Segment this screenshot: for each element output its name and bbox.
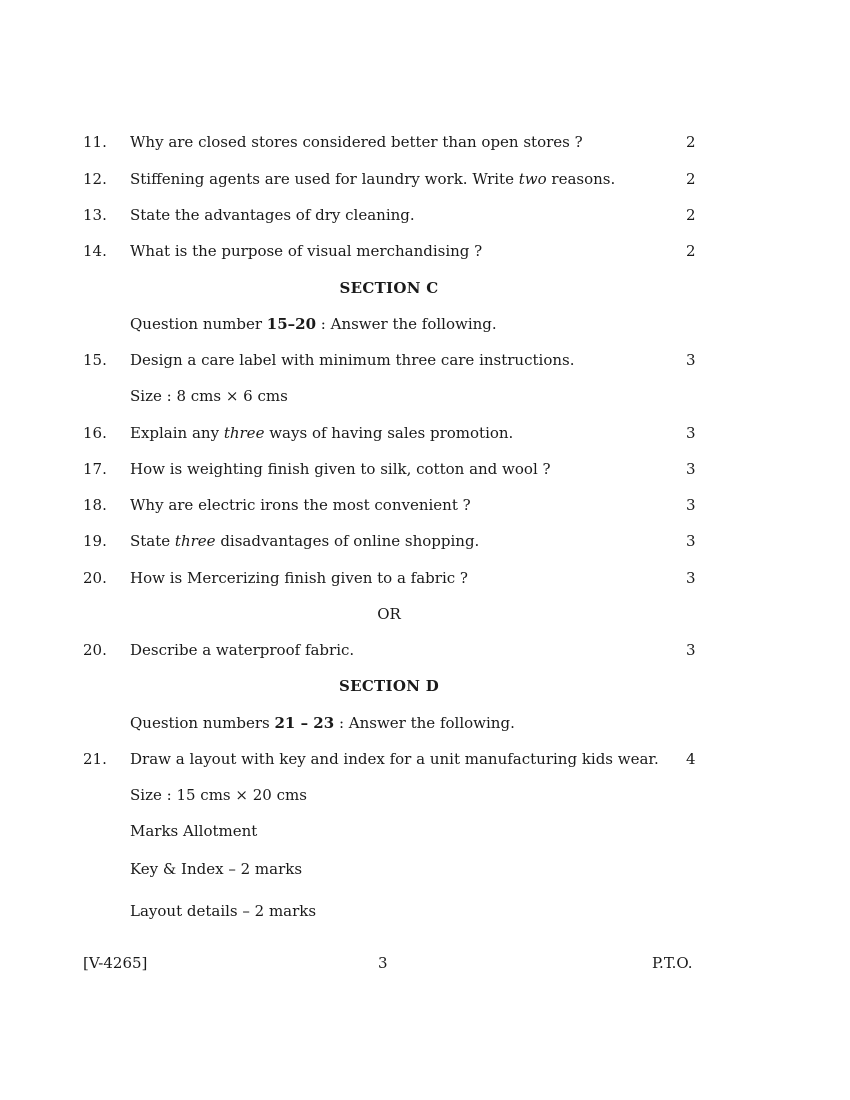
question-19: [0, 530, 850, 552]
section-c-instruction: [0, 313, 850, 335]
or-row: [0, 603, 850, 625]
question-marks: 3: [686, 424, 696, 442]
question-emphasis: two: [518, 170, 547, 188]
question-marks: 3: [686, 496, 696, 514]
section-d-heading-row: [0, 675, 850, 697]
question-15-size: [0, 385, 850, 407]
question-marks: 2: [686, 242, 696, 260]
pto-label: P.T.O.: [652, 954, 693, 972]
question-number: 14.: [83, 242, 107, 260]
question-text: Draw a layout with key and index for a unit manufacturing kids wear.: [130, 750, 659, 768]
page-number: 3: [378, 954, 388, 972]
question-15: [0, 349, 850, 371]
question-number: 20.: [83, 641, 107, 659]
question-18: [0, 494, 850, 516]
question-number: 15.: [83, 351, 107, 369]
page-footer: [0, 952, 850, 974]
instruction-range: 15–20: [266, 315, 317, 333]
question-text: Why are closed stores considered better than open stores ?: [130, 133, 583, 151]
layout-details-text: Layout details – 2 marks: [130, 902, 317, 920]
key-index-text: Key & Index – 2 marks: [130, 860, 303, 878]
question-text: How is Mercerizing finish given to a fabric ?: [130, 569, 468, 587]
instruction-text: [130, 313, 497, 335]
section-c-heading-row: [0, 277, 850, 299]
question-text: [130, 168, 615, 190]
question-number: 11.: [83, 133, 107, 151]
layout-details-row: [0, 900, 850, 922]
instruction-part: : Answer the following.: [334, 714, 515, 732]
question-20: [0, 567, 850, 589]
question-11: [0, 131, 850, 153]
question-16: [0, 422, 850, 444]
question-12: [0, 168, 850, 190]
question-text: How is weighting finish given to silk, cotton and wool ?: [130, 460, 551, 478]
section-heading: SECTION D: [338, 677, 440, 695]
size-text: Size : 8 cms × 6 cms: [130, 387, 288, 405]
question-number: 12.: [83, 170, 107, 188]
size-text: Size : 15 cms × 20 cms: [130, 786, 307, 804]
question-marks: 3: [686, 460, 696, 478]
question-number: 20.: [83, 569, 107, 587]
instruction-part: Question number: [130, 315, 267, 333]
question-13: [0, 204, 850, 226]
question-marks: 4: [686, 750, 696, 768]
question-21-size: [0, 784, 850, 806]
question-marks: 2: [686, 133, 696, 151]
key-index-row: [0, 858, 850, 880]
question-text-part: reasons.: [546, 170, 616, 188]
paper-code: [V-4265]: [83, 954, 148, 972]
question-marks: 3: [686, 641, 696, 659]
question-text: Why are electric irons the most convenient ?: [130, 496, 471, 514]
question-marks: 3: [686, 532, 696, 550]
question-text: State the advantages of dry cleaning.: [130, 206, 415, 224]
question-text-part: State: [130, 532, 175, 550]
question-text: Design a care label with minimum three care instructions.: [130, 351, 575, 369]
or-divider: OR: [377, 605, 401, 623]
question-text-part: ways of having sales promotion.: [264, 424, 514, 442]
question-marks: 2: [686, 206, 696, 224]
question-number: 13.: [83, 206, 107, 224]
question-number: 18.: [83, 496, 107, 514]
question-text-part: disadvantages of online shopping.: [215, 532, 480, 550]
instruction-part: : Answer the following.: [316, 315, 497, 333]
question-marks: 2: [686, 170, 696, 188]
section-d-instruction: [0, 712, 850, 734]
question-number: 21.: [83, 750, 107, 768]
question-marks: 3: [686, 569, 696, 587]
section-heading: SECTION C: [339, 279, 439, 297]
question-number: 17.: [83, 460, 107, 478]
question-text-part: Stiffening agents are used for laundry work. Write: [130, 170, 519, 188]
question-number: 19.: [83, 532, 107, 550]
question-20-alt: [0, 639, 850, 661]
question-number: 16.: [83, 424, 107, 442]
question-21: [0, 748, 850, 770]
instruction-part: Question numbers: [130, 714, 275, 732]
marks-allotment-label: Marks Allotment: [130, 822, 258, 840]
question-marks: 3: [686, 351, 696, 369]
question-text: [130, 530, 479, 552]
question-emphasis: three: [223, 424, 265, 442]
question-text: Describe a waterproof fabric.: [130, 641, 355, 659]
marks-allotment-row: [0, 820, 850, 842]
question-emphasis: three: [174, 532, 216, 550]
question-text: What is the purpose of visual merchandising ?: [130, 242, 483, 260]
question-text: [130, 422, 513, 444]
question-text-part: Explain any: [130, 424, 224, 442]
question-14: [0, 240, 850, 262]
question-17: [0, 458, 850, 480]
instruction-range: 21 – 23: [274, 714, 335, 732]
instruction-text: [130, 712, 515, 734]
